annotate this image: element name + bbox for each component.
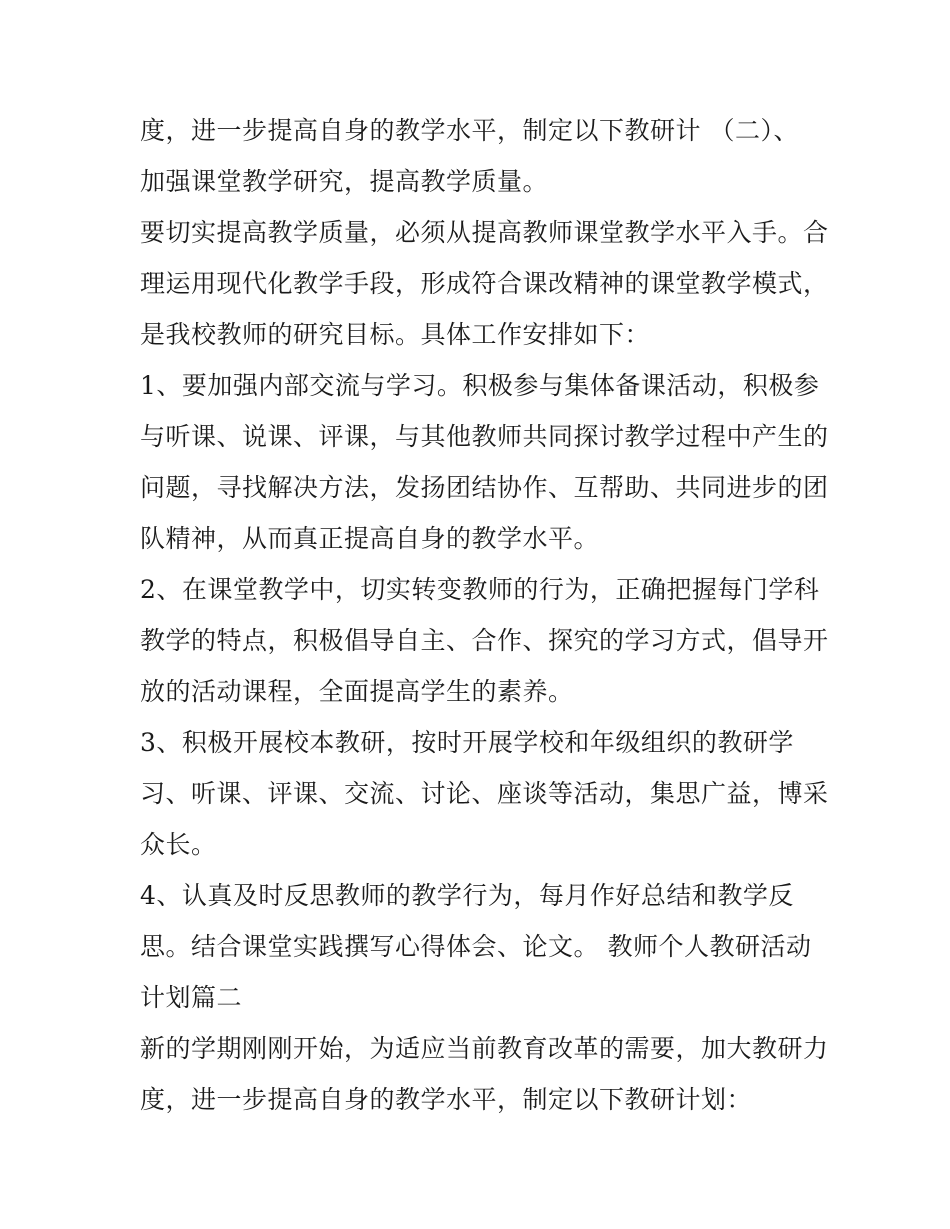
text-line: 教学的特点，积极倡导自主、合作、探究的学习方式，倡导开 <box>140 626 829 655</box>
text-line: 与听课、说课、评课，与其他教师共同探讨教学过程中产生的 <box>140 422 829 451</box>
document-body <box>140 105 830 1125</box>
text-line: 思。结合课堂实践撰写心得体会、论文。 教师个人教研活动 <box>140 932 812 961</box>
text-line: 度，进一步提高自身的教学水平，制定以下教研计 （二）、 <box>140 116 799 145</box>
text-line: 理运用现代化教学手段，形成符合课改精神的课堂教学模式， <box>140 269 829 298</box>
text-line: 问题，寻找解决方法，发扬团结协作、互帮助、共同进步的团 <box>140 473 829 502</box>
text-line: 队精神，从而真正提高自身的教学水平。 <box>140 524 600 553</box>
text-line: 度，进一步提高自身的教学水平，制定以下教研计划： <box>140 1085 753 1114</box>
text-line: 习、听课、评课、交流、讨论、座谈等活动，集思广益，博采 <box>140 779 829 808</box>
text-line: 新的学期刚刚开始，为适应当前教育改革的需要，加大教研力 <box>140 1034 829 1063</box>
text-line: 3、积极开展校本教研，按时开展学校和年级组织的教研学 <box>140 728 794 757</box>
text-line: 1、要加强内部交流与学习。积极参与集体备课活动，积极参 <box>140 371 820 400</box>
text-line: 放的活动课程，全面提高学生的素养。 <box>140 677 574 706</box>
text-line: 4、认真及时反思教师的教学行为，每月作好总结和教学反 <box>140 881 794 910</box>
text-line: 加强课堂教学研究，提高教学质量。 <box>140 167 549 196</box>
text-line: 2、在课堂教学中，切实转变教师的行为，正确把握每门学科 <box>140 575 820 604</box>
text-line: 是我校教师的研究目标。具体工作安排如下： <box>140 320 651 349</box>
text-line: 计划篇二 <box>140 983 243 1012</box>
text-line: 要切实提高教学质量，必须从提高教师课堂教学水平入手。合 <box>140 218 829 247</box>
text-line: 众长。 <box>140 830 217 859</box>
